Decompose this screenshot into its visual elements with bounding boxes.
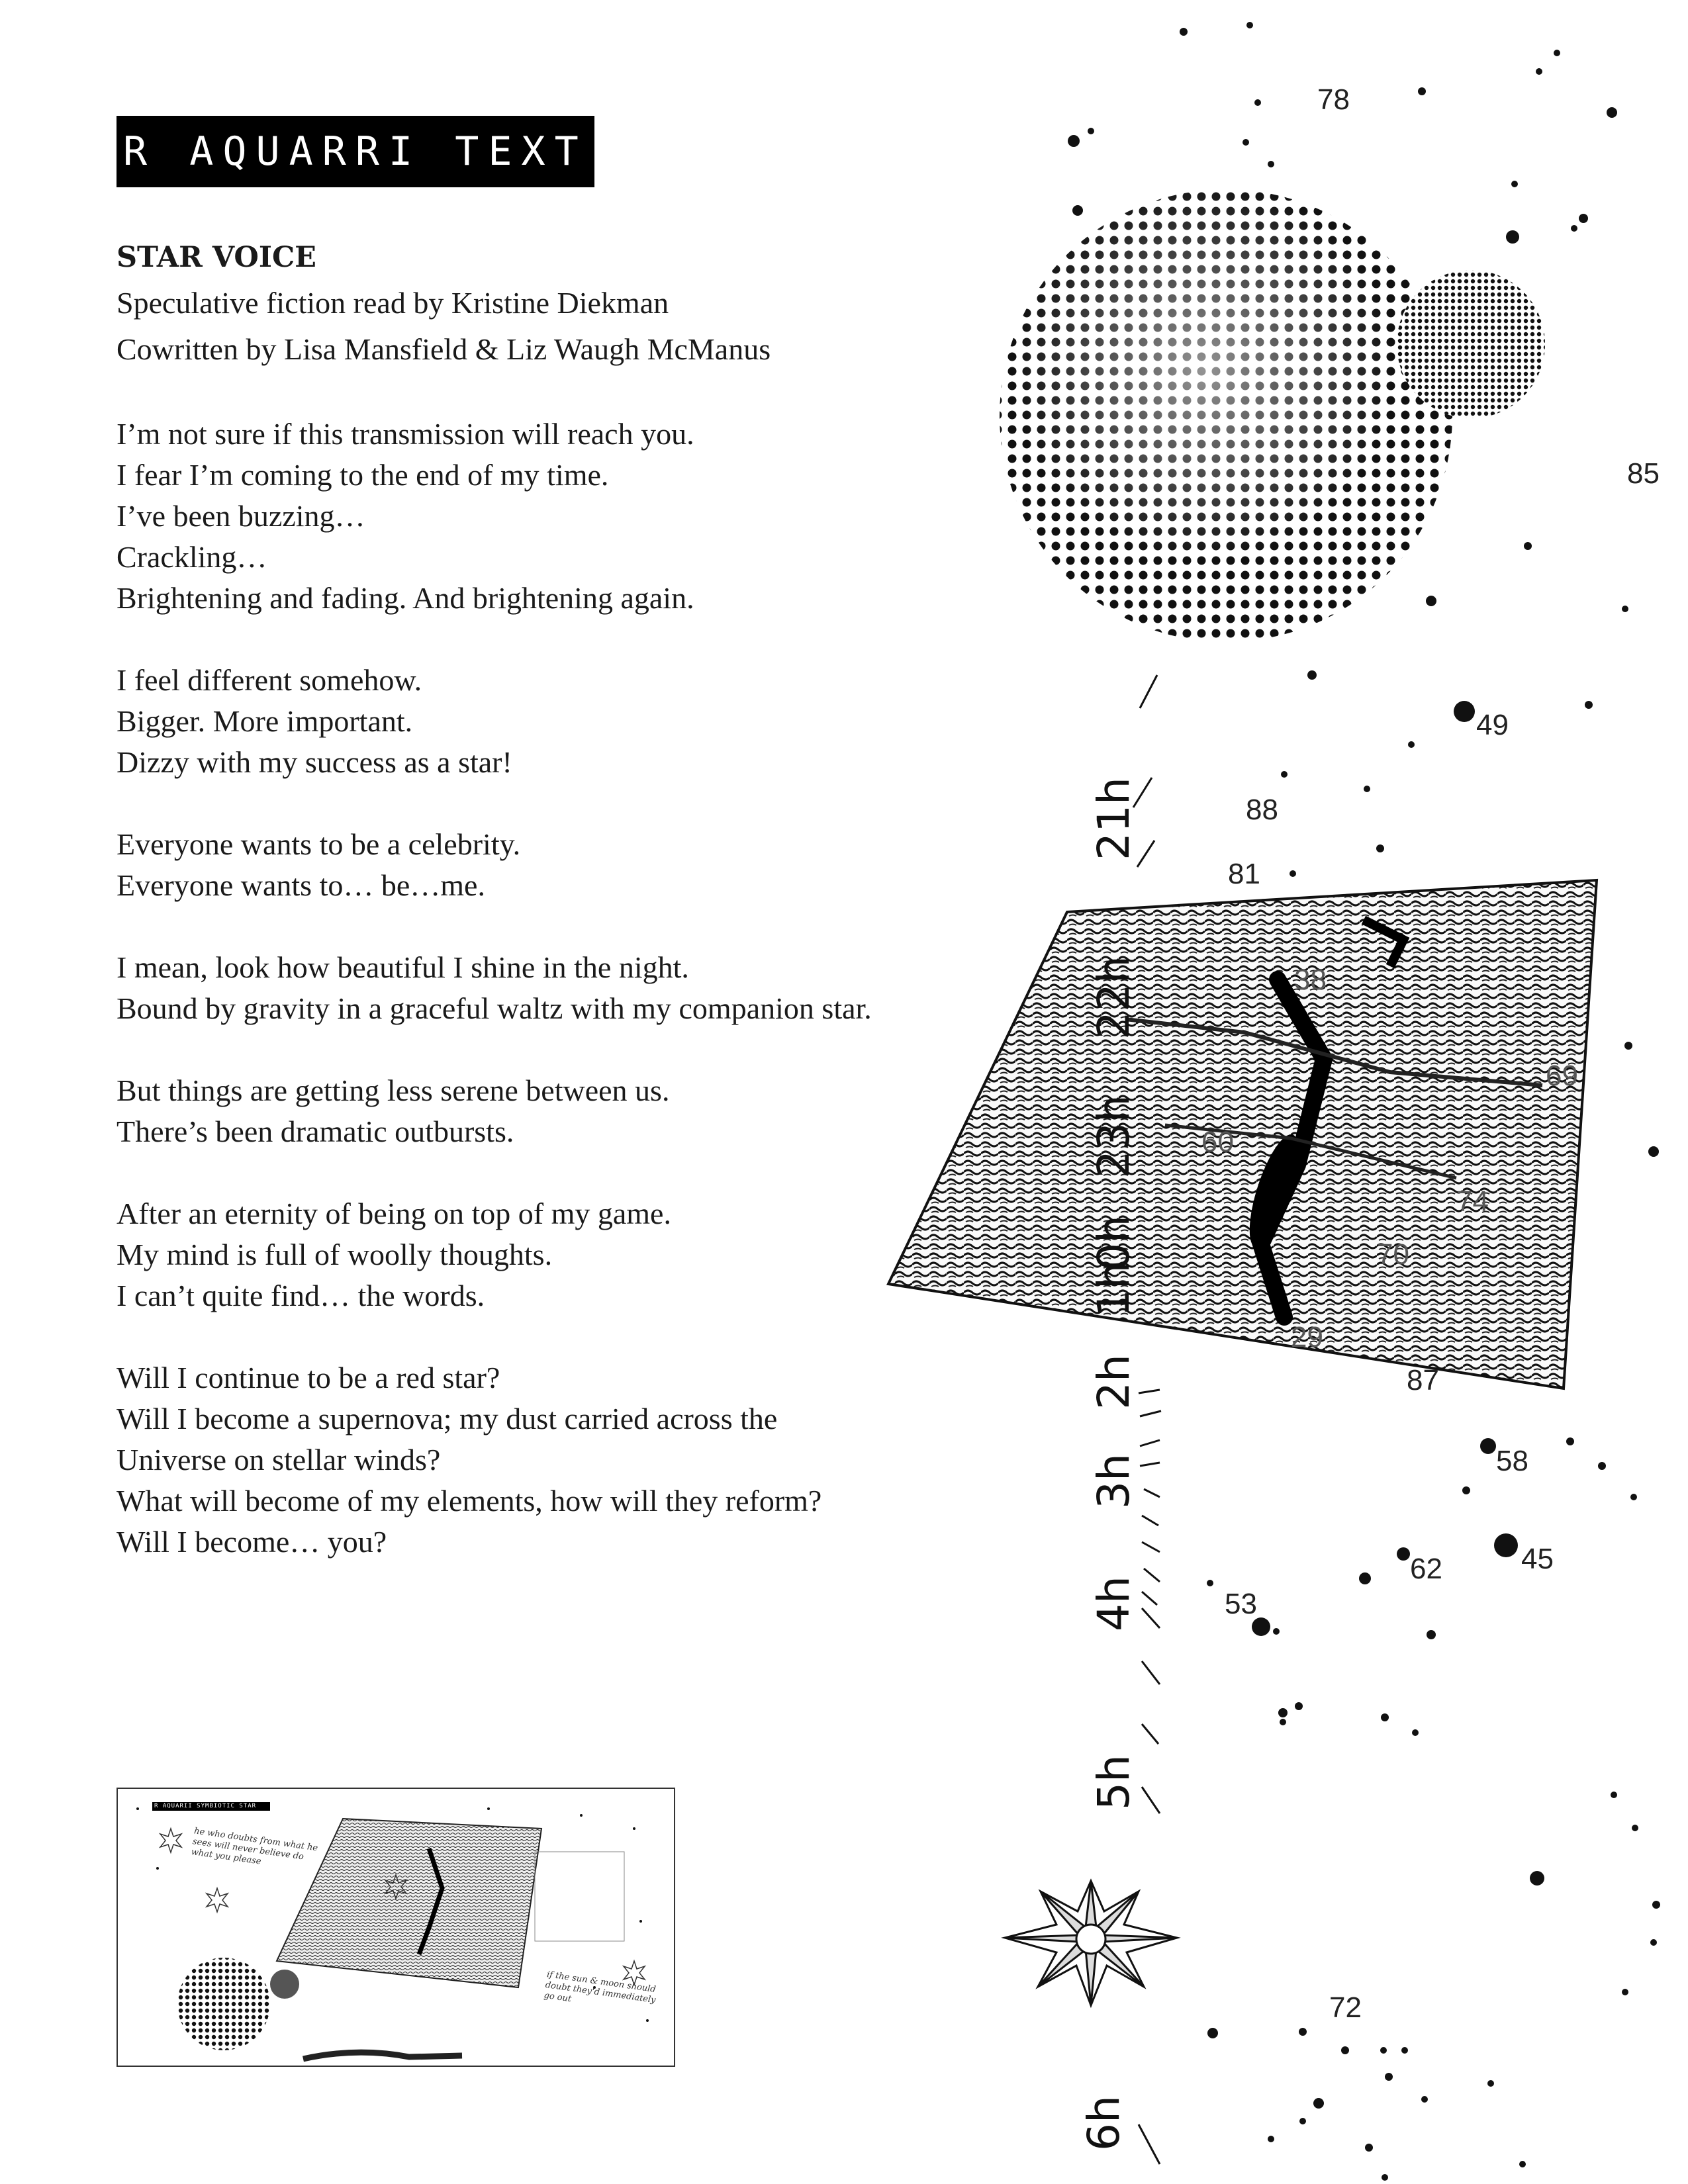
- hour-label: 21h: [1088, 777, 1139, 860]
- poem-line: After an eternity of being on top of my game.: [117, 1197, 671, 1230]
- star-number: 29: [1291, 1321, 1323, 1353]
- poem-line: But things are getting less serene between us.: [117, 1073, 670, 1107]
- hour-label: 23h: [1088, 1095, 1139, 1178]
- star-number: 62: [1410, 1553, 1442, 1585]
- thumbnail-handwritten-note-top: he who doubts from what he sees will never believe do what you please: [190, 1826, 318, 1867]
- hour-label: 3h: [1088, 1453, 1139, 1509]
- poem-line: Bound by gravity in a graceful waltz with my companion star.: [117, 991, 872, 1025]
- star-number: 81: [1228, 858, 1260, 890]
- hour-label: 4h: [1088, 1576, 1139, 1631]
- poem-line: I can’t quite find… the words.: [117, 1279, 485, 1312]
- hour-label: 0h: [1088, 1215, 1139, 1271]
- companion-star-sphere: [1397, 270, 1545, 418]
- poem-line: Will I become a supernova; my dust carried across the: [117, 1402, 778, 1435]
- star-number: 70: [1377, 1238, 1409, 1271]
- header-title: R AQUARRI TEXT: [123, 128, 588, 175]
- star-number: 88: [1246, 794, 1278, 826]
- star-number: 53: [1225, 1588, 1257, 1620]
- compass-star-icon: [1005, 1881, 1177, 2005]
- star-number: 87: [1407, 1364, 1439, 1396]
- hour-label: 5h: [1088, 1754, 1139, 1810]
- poem-line: My mind is full of woolly thoughts.: [117, 1238, 553, 1271]
- credit-writers: Cowritten by Lisa Mansfield & Liz Waugh McManus: [117, 332, 771, 366]
- poem-line: I’ve been buzzing…: [117, 499, 365, 533]
- poem-line: I mean, look how beautiful I shine in the night.: [117, 950, 689, 984]
- nebula-terrain-plane: [888, 880, 1597, 1388]
- poster-thumbnail: [117, 1788, 675, 2067]
- star-number: 69: [1546, 1060, 1578, 1092]
- poem-line: I feel different somehow.: [117, 663, 422, 697]
- star-number: 58: [1496, 1445, 1528, 1477]
- star-number: 49: [1476, 709, 1509, 741]
- poem-line: Will I continue to be a red star?: [117, 1361, 500, 1394]
- hour-label: 6h: [1078, 2095, 1129, 2151]
- poem-line: Dizzy with my success as a star!: [117, 745, 512, 779]
- hour-label: 1h: [1088, 1261, 1139, 1317]
- poem-line: I’m not sure if this transmission will reach you.: [117, 417, 694, 451]
- thumbnail-label: R AQUARII SYMBIOTIC STAR: [152, 1802, 270, 1811]
- poem-line: Everyone wants to… be…me.: [117, 868, 485, 902]
- credit-reader: Speculative fiction read by Kristine Diekman: [117, 286, 669, 320]
- hour-label: 2h: [1088, 1354, 1139, 1410]
- star-number: 60: [1201, 1126, 1234, 1158]
- poem-line: What will become of my elements, how will they reform?: [117, 1484, 822, 1518]
- poem-line: Will I become… you?: [117, 1525, 387, 1559]
- large-dotted-star-sphere: [1000, 189, 1452, 642]
- star-number: 45: [1521, 1543, 1554, 1575]
- poem-line: Universe on stellar winds?: [117, 1443, 441, 1477]
- poem-line: Everyone wants to be a celebrity.: [117, 827, 521, 861]
- piece-title: STAR VOICE: [117, 241, 316, 274]
- star-number: 85: [1627, 457, 1660, 490]
- star-number: 78: [1317, 83, 1350, 116]
- poem-line: There’s been dramatic outbursts.: [117, 1115, 514, 1148]
- poem-line: Crackling…: [117, 540, 267, 574]
- poem-line: Brightening and fading. And brightening again.: [117, 581, 694, 615]
- star-number: 38: [1294, 964, 1327, 996]
- poem-line: Bigger. More important.: [117, 704, 413, 738]
- hour-label: 22h: [1088, 956, 1139, 1039]
- star-number: 74: [1456, 1185, 1489, 1218]
- star-number: 72: [1329, 1991, 1362, 2024]
- thumbnail-handwritten-note-bottom: if the sun & moon should doubt they'd immediately go out: [543, 1970, 657, 2006]
- poem-line: I fear I’m coming to the end of my time.: [117, 458, 609, 492]
